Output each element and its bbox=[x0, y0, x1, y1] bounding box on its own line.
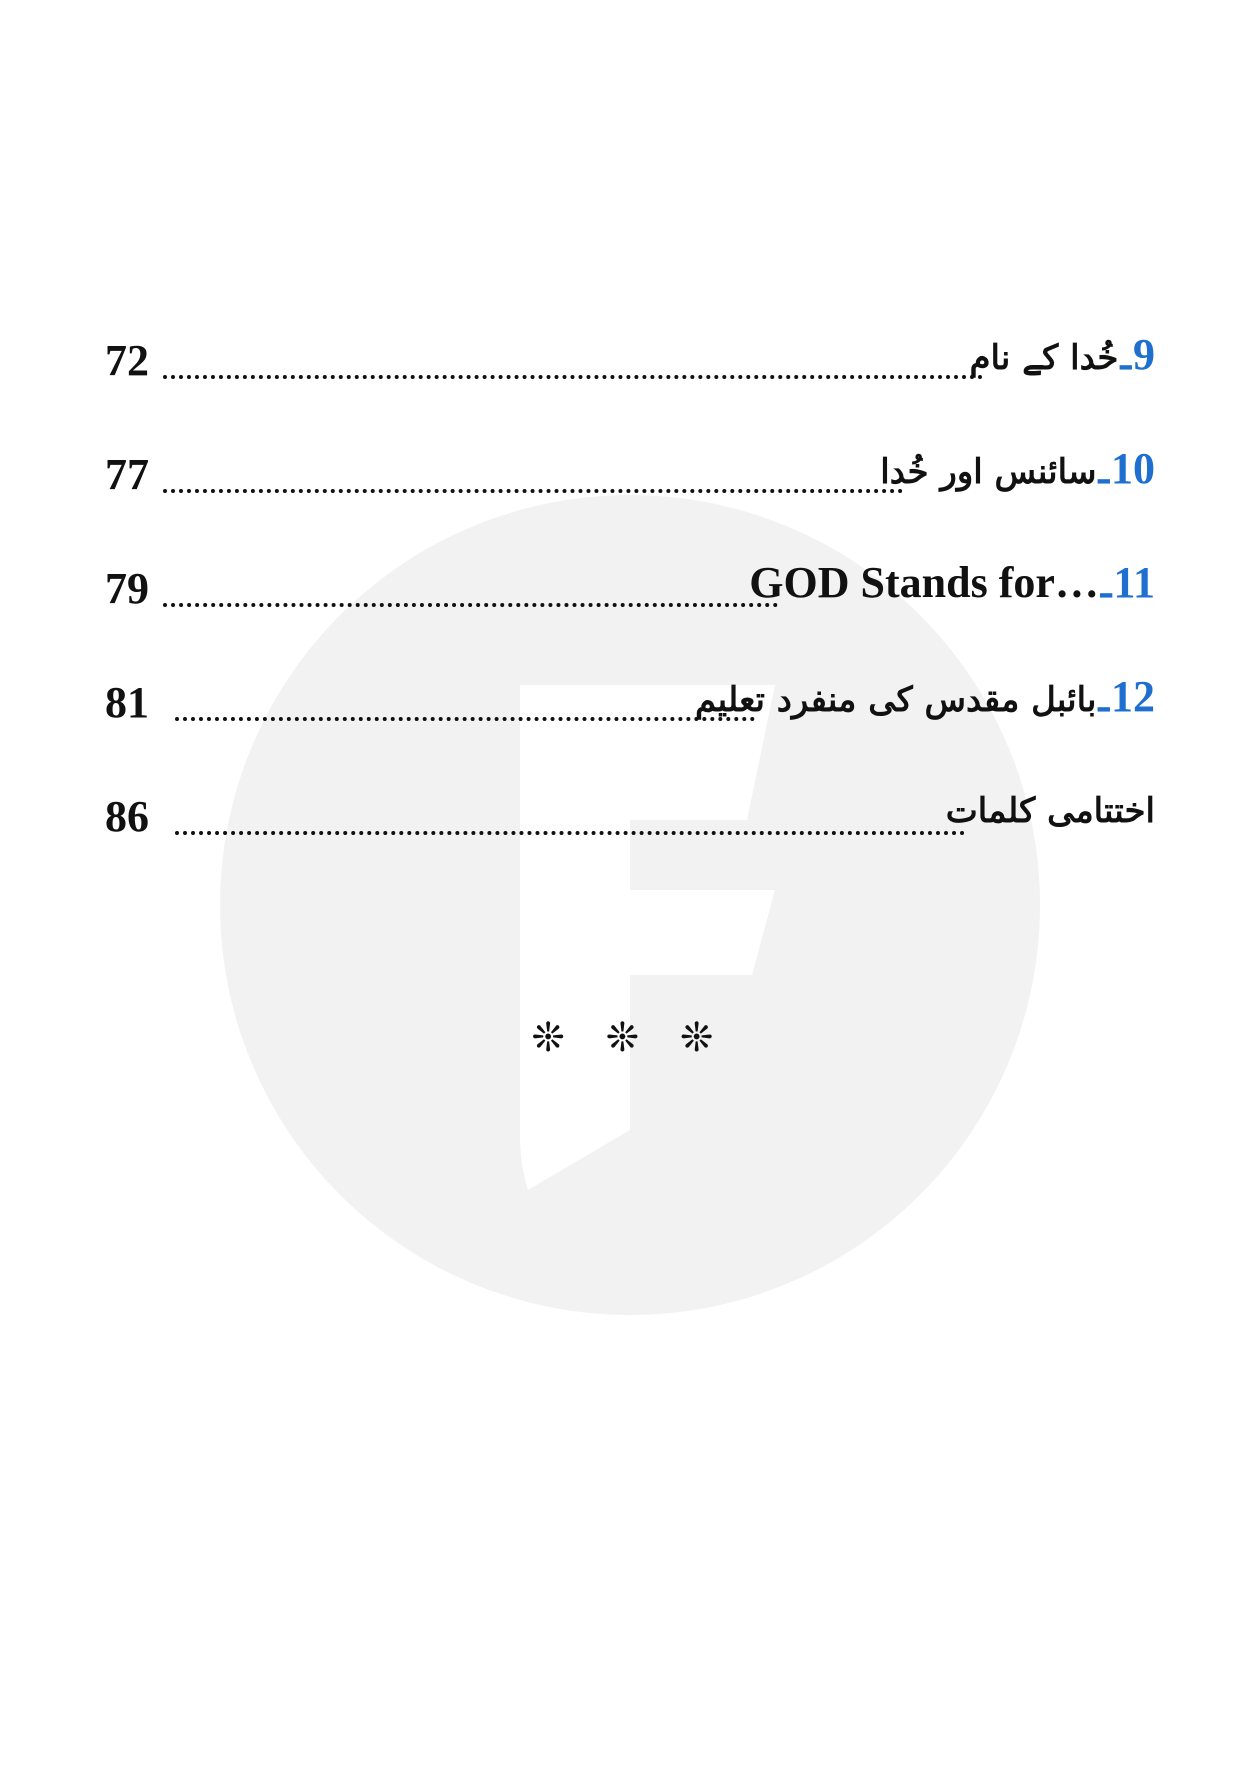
toc-leader-dots bbox=[163, 591, 778, 607]
toc-title-group bbox=[749, 553, 1155, 615]
table-of-contents bbox=[105, 325, 1155, 895]
toc-title: GOD Stands for… bbox=[749, 558, 1099, 607]
toc-entry[interactable] bbox=[105, 553, 1155, 633]
toc-title: سائنس اور خُدا bbox=[880, 452, 1097, 492]
toc-title-group bbox=[969, 325, 1155, 388]
toc-title: اختتامی کلمات bbox=[945, 791, 1155, 831]
toc-chapter-number: 10 bbox=[1111, 444, 1155, 493]
toc-page-number: 81 bbox=[105, 678, 149, 727]
toc-page-number: 86 bbox=[105, 792, 149, 841]
toc-title-group bbox=[880, 439, 1155, 502]
toc-title: بائبل مقدس کی منفرد تعلیم bbox=[694, 680, 1097, 720]
section-separator-stars: ❊ ❊ ❊ bbox=[531, 1015, 728, 1061]
toc-separator: ـ bbox=[1120, 336, 1131, 378]
toc-leader-dots bbox=[175, 705, 755, 721]
toc-entry[interactable] bbox=[105, 325, 1155, 405]
toc-separator: ـ bbox=[1100, 564, 1112, 606]
toc-title: خُدا کے نام bbox=[969, 338, 1119, 378]
toc-leader-dots bbox=[175, 819, 965, 835]
toc-leader-dots bbox=[163, 477, 903, 493]
toc-separator: ـ bbox=[1098, 678, 1109, 720]
toc-title-group bbox=[946, 781, 1155, 841]
toc-chapter-number: 11 bbox=[1113, 558, 1155, 607]
toc-chapter-number: 12 bbox=[1111, 672, 1155, 721]
toc-page-number: 79 bbox=[105, 564, 149, 613]
toc-entry[interactable] bbox=[105, 781, 1155, 861]
toc-leader-dots bbox=[163, 363, 983, 379]
toc-entry[interactable] bbox=[105, 667, 1155, 747]
toc-title-group bbox=[695, 667, 1155, 730]
toc-separator: ـ bbox=[1098, 450, 1109, 492]
toc-chapter-number: 9 bbox=[1133, 330, 1155, 379]
toc-entry[interactable] bbox=[105, 439, 1155, 519]
toc-page-number: 72 bbox=[105, 336, 149, 385]
toc-page-number: 77 bbox=[105, 450, 149, 499]
